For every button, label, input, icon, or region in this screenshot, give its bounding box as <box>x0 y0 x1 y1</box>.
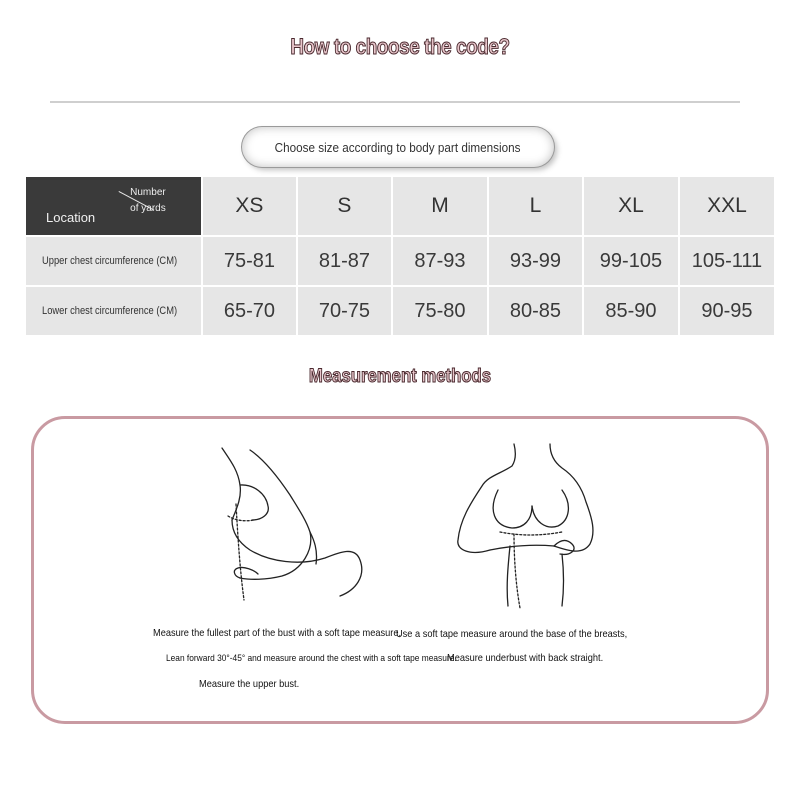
right-caption-1: Use a soft tape measure around the base of the breasts, <box>396 628 628 640</box>
table-cell: 90-95 <box>680 287 774 335</box>
table-cell: 75-81 <box>203 237 296 285</box>
measurement-frame <box>31 416 769 724</box>
table-cell: 65-70 <box>203 287 296 335</box>
size-header: L <box>489 177 582 235</box>
table-cell: 99-105 <box>584 237 678 285</box>
table-cell: 87-93 <box>393 237 487 285</box>
size-header: S <box>298 177 391 235</box>
underbust-illustration <box>450 440 610 610</box>
size-guide-pill <box>242 127 554 167</box>
corner-number-of-yards: Number of yards <box>130 187 166 214</box>
row-label-text: Lower chest circumference (CM) <box>42 305 178 317</box>
table-header-row <box>26 177 774 235</box>
divider <box>50 101 740 103</box>
size-table <box>24 175 776 337</box>
table-corner-cell <box>26 177 201 235</box>
size-header: XS <box>203 177 296 235</box>
row-label <box>26 287 201 335</box>
table-cell: 81-87 <box>298 237 391 285</box>
upper-bust-illustration <box>210 440 380 610</box>
table-row <box>26 237 774 285</box>
left-caption-2: Lean forward 30°-45° and measure around the chest with a soft tape measure. <box>166 653 457 664</box>
left-caption-3: Measure the upper bust. <box>199 678 300 690</box>
table-cell: 75-80 <box>393 287 487 335</box>
right-caption-2: Measure underbust with back straight. <box>447 652 604 664</box>
size-header: XXL <box>680 177 774 235</box>
table-cell: 70-75 <box>298 287 391 335</box>
row-label-text: Upper chest circumference (CM) <box>42 255 178 267</box>
table-cell: 105-111 <box>680 237 774 285</box>
size-header: XL <box>584 177 678 235</box>
pill-text: Choose size according to body part dimensions <box>275 139 521 155</box>
page-title: How to choose the code? <box>290 34 510 59</box>
row-label <box>26 237 201 285</box>
methods-title: Measurement methods <box>308 366 492 387</box>
left-caption-1: Measure the fullest part of the bust with a soft tape measure, <box>153 627 402 639</box>
table-cell: 80-85 <box>489 287 582 335</box>
table-cell: 85-90 <box>584 287 678 335</box>
size-header: M <box>393 177 487 235</box>
table-row <box>26 287 774 335</box>
table-cell: 93-99 <box>489 237 582 285</box>
corner-location: Location <box>46 210 96 225</box>
